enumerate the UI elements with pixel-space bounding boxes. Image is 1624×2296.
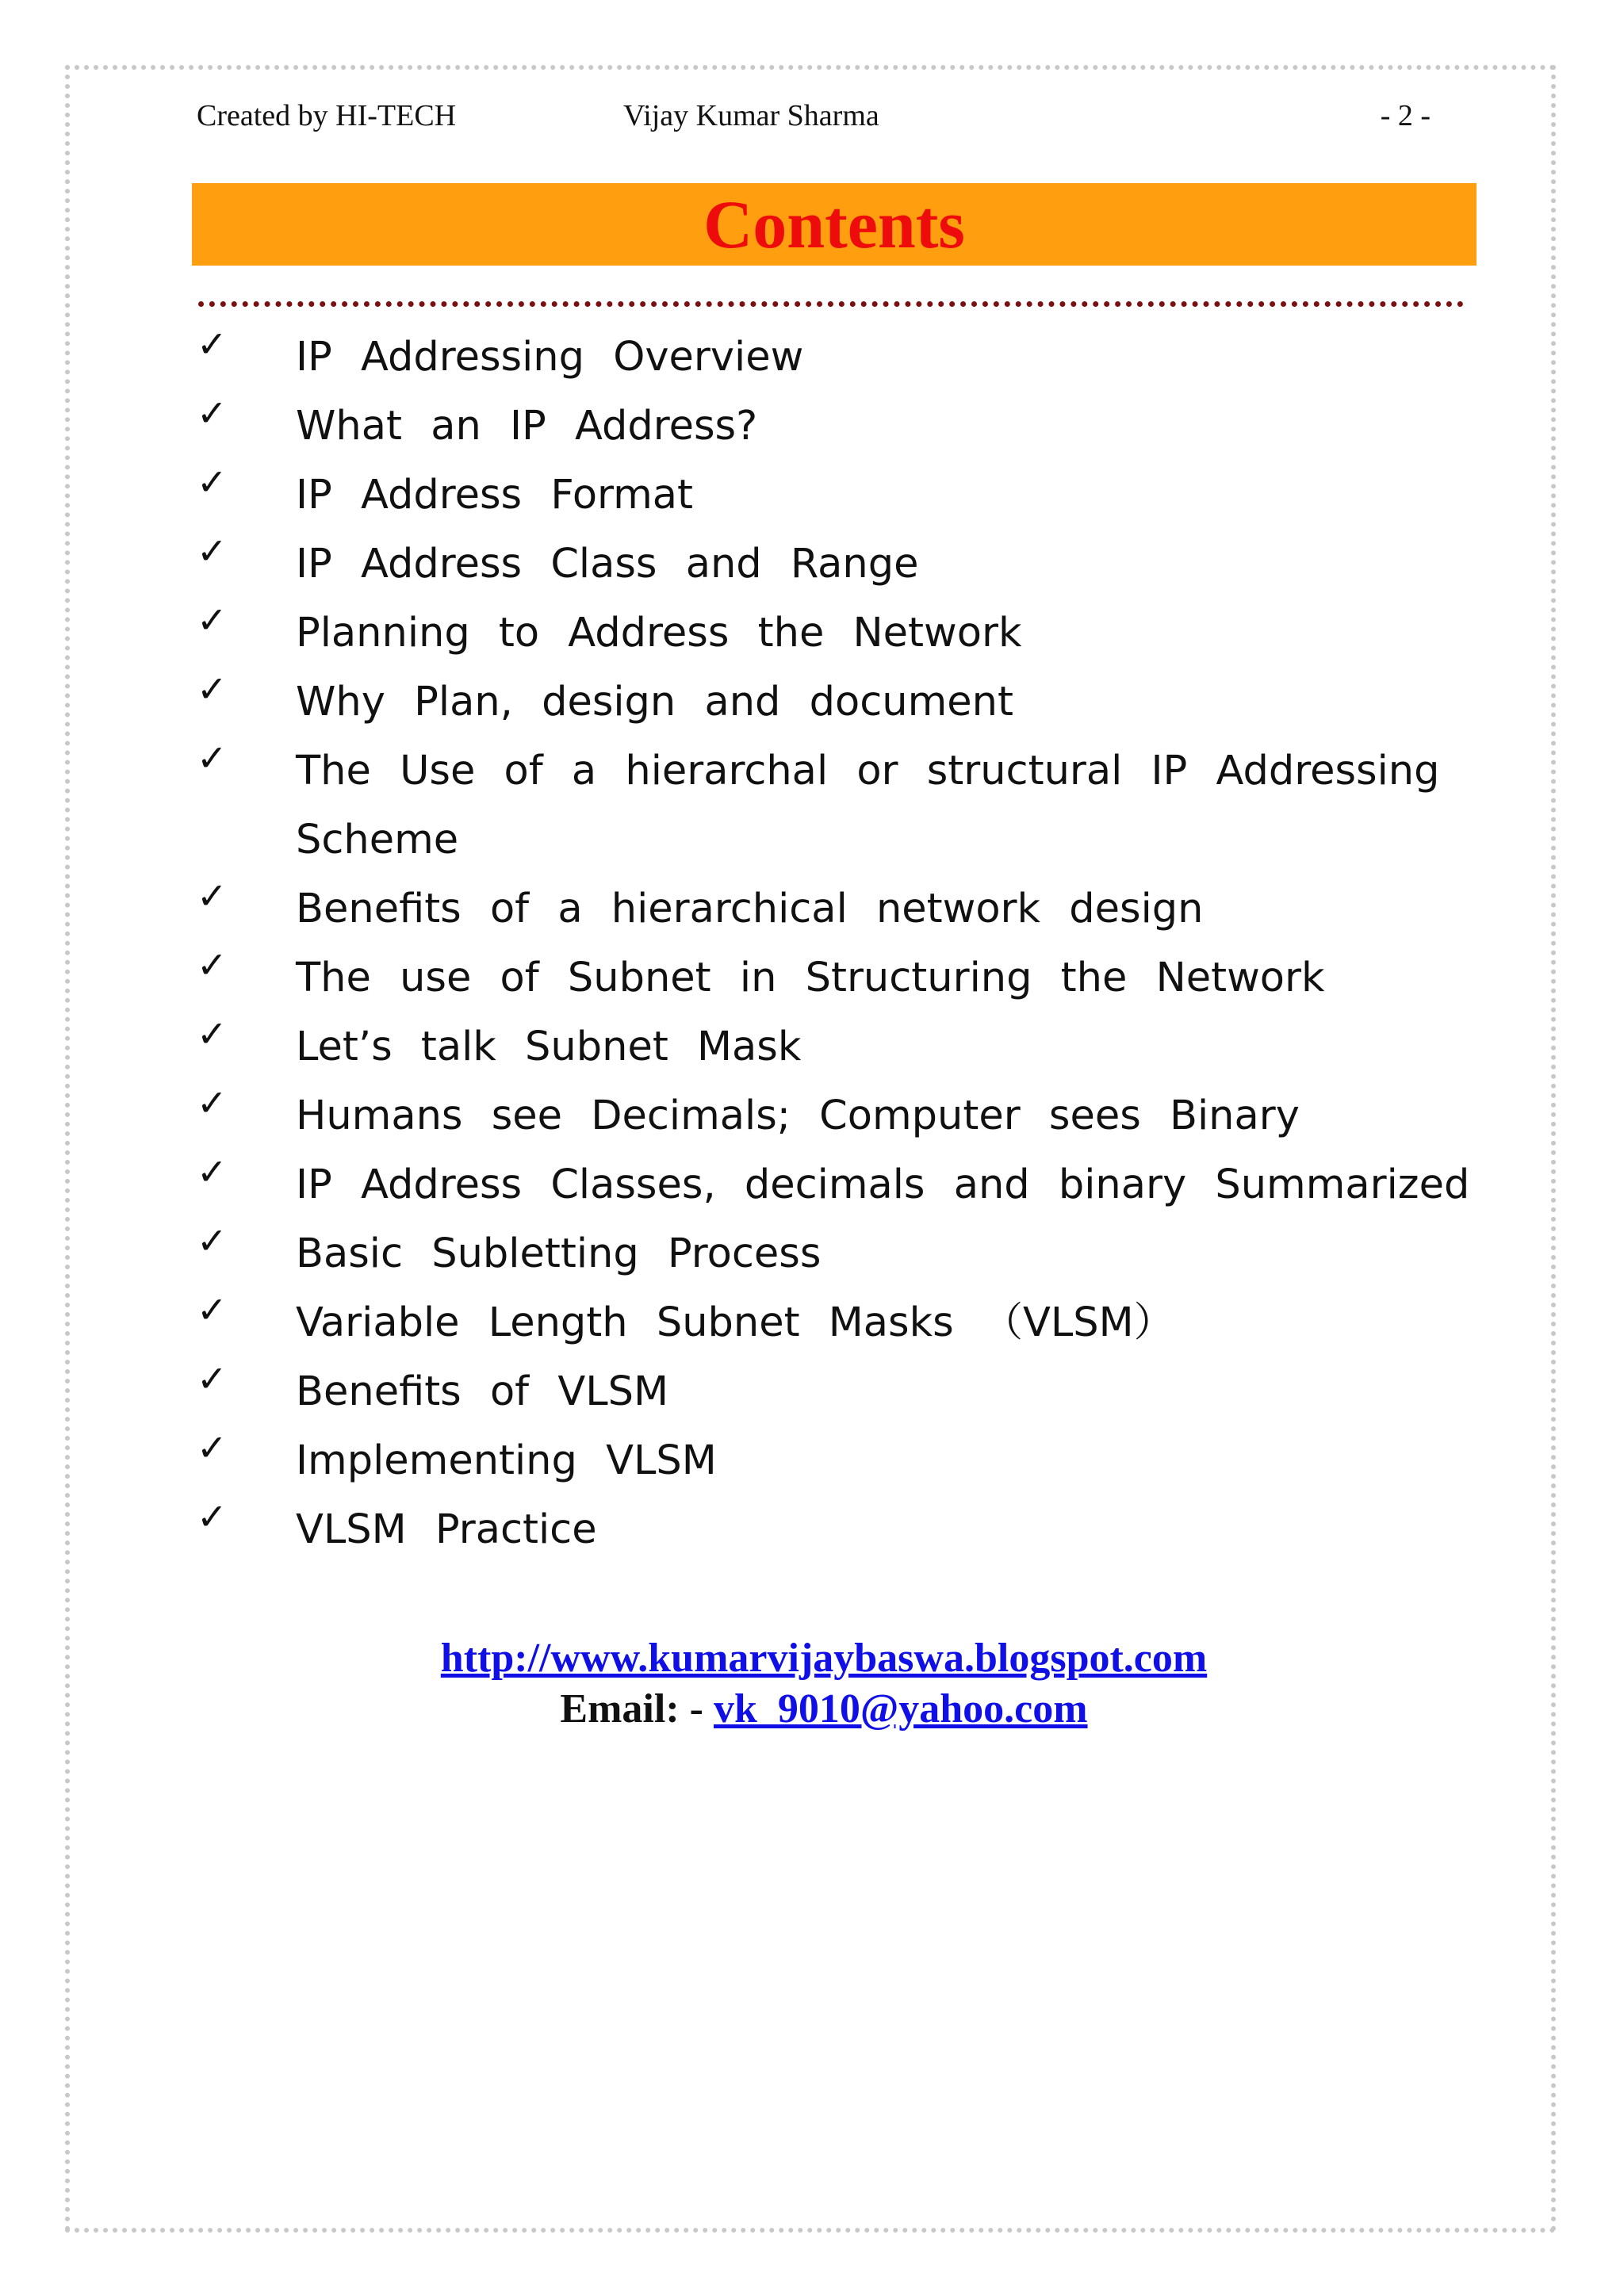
page-title: Contents (703, 186, 965, 262)
checkmark-icon: ✓ (197, 1012, 228, 1055)
email-label: Email: - (560, 1686, 714, 1732)
title-bar (192, 183, 1477, 266)
checkmark-icon: ✓ (197, 1219, 228, 1262)
toc-item-label: VLSM Practice (296, 1506, 597, 1553)
checkmark-icon: ✓ (197, 737, 228, 779)
header-author-credit: Created by HI-TECH (197, 99, 457, 132)
toc-item-label: IP Addressing Overview (296, 334, 804, 381)
toc-item (0, 1012, 1624, 1081)
checkmark-icon: ✓ (197, 1426, 228, 1469)
checkmark-icon: ✓ (197, 1495, 228, 1538)
checkmark-icon: ✓ (197, 668, 228, 710)
toc-item-label: Benefits of a hierarchical network design (296, 886, 1204, 932)
toc-item-label: The Use of a hierarchal or structural IP Addressing Scheme (296, 748, 1440, 863)
toc-item (0, 1081, 1624, 1150)
email-link[interactable]: vk_9010@yahoo.com (713, 1686, 1088, 1732)
blog-link[interactable]: http://www.kumarvijaybaswa.blogspot.com (440, 1636, 1208, 1681)
checkmark-icon: ✓ (197, 943, 228, 986)
toc-item-label: Planning to Address the Network (296, 610, 1022, 656)
checkmark-icon: ✓ (197, 530, 228, 572)
toc-item (0, 1426, 1624, 1495)
toc-item-label: IP Address Class and Range (296, 541, 919, 587)
toc-item (0, 1219, 1624, 1288)
footer (0, 1633, 1624, 1735)
header-author-name: Vijay Kumar Sharma (623, 99, 879, 132)
toc-item (0, 1357, 1624, 1426)
toc-item-label: IP Address Classes, decimals and binary Summarized (296, 1161, 1470, 1208)
toc-item-label: IP Address Format (296, 472, 694, 519)
toc-item-label: Implementing VLSM (296, 1437, 717, 1484)
toc-item-label: Benefits of VLSM (296, 1368, 669, 1415)
toc-item-label: What an IP Address? (296, 403, 758, 450)
table-of-contents (0, 323, 1624, 1564)
checkmark-icon: ✓ (197, 599, 228, 641)
toc-item (0, 599, 1624, 668)
toc-item (0, 392, 1624, 461)
checkmark-icon: ✓ (197, 1150, 228, 1193)
toc-item (0, 1150, 1624, 1219)
toc-item (0, 1495, 1624, 1564)
toc-item (0, 943, 1624, 1012)
toc-item-label: Variable Length Subnet Masks （VLSM） (296, 1299, 1174, 1346)
toc-item-label: The use of Subnet in Structuring the Network (296, 955, 1325, 1001)
toc-item (0, 874, 1624, 943)
toc-item (0, 1288, 1624, 1357)
toc-item (0, 323, 1624, 392)
email-line (24, 1684, 1624, 1735)
checkmark-icon: ✓ (197, 323, 228, 365)
page-number: - 2 - (1380, 99, 1431, 132)
checkmark-icon: ✓ (197, 874, 228, 917)
checkmark-icon: ✓ (197, 1081, 228, 1124)
toc-item-label: Basic Subletting Process (296, 1230, 822, 1277)
dotted-divider (198, 301, 1464, 307)
toc-item (0, 461, 1624, 530)
toc-item-label: Why Plan, design and document (296, 679, 1013, 725)
checkmark-icon: ✓ (197, 1288, 228, 1331)
checkmark-icon: ✓ (197, 1357, 228, 1400)
checkmark-icon: ✓ (197, 461, 228, 503)
toc-item (0, 530, 1624, 599)
toc-item (0, 668, 1624, 737)
toc-item-label: Humans see Decimals; Computer sees Binary (296, 1093, 1300, 1139)
toc-item-label: Let’s talk Subnet Mask (296, 1024, 802, 1070)
checkmark-icon: ✓ (197, 392, 228, 434)
toc-item (0, 737, 1624, 874)
